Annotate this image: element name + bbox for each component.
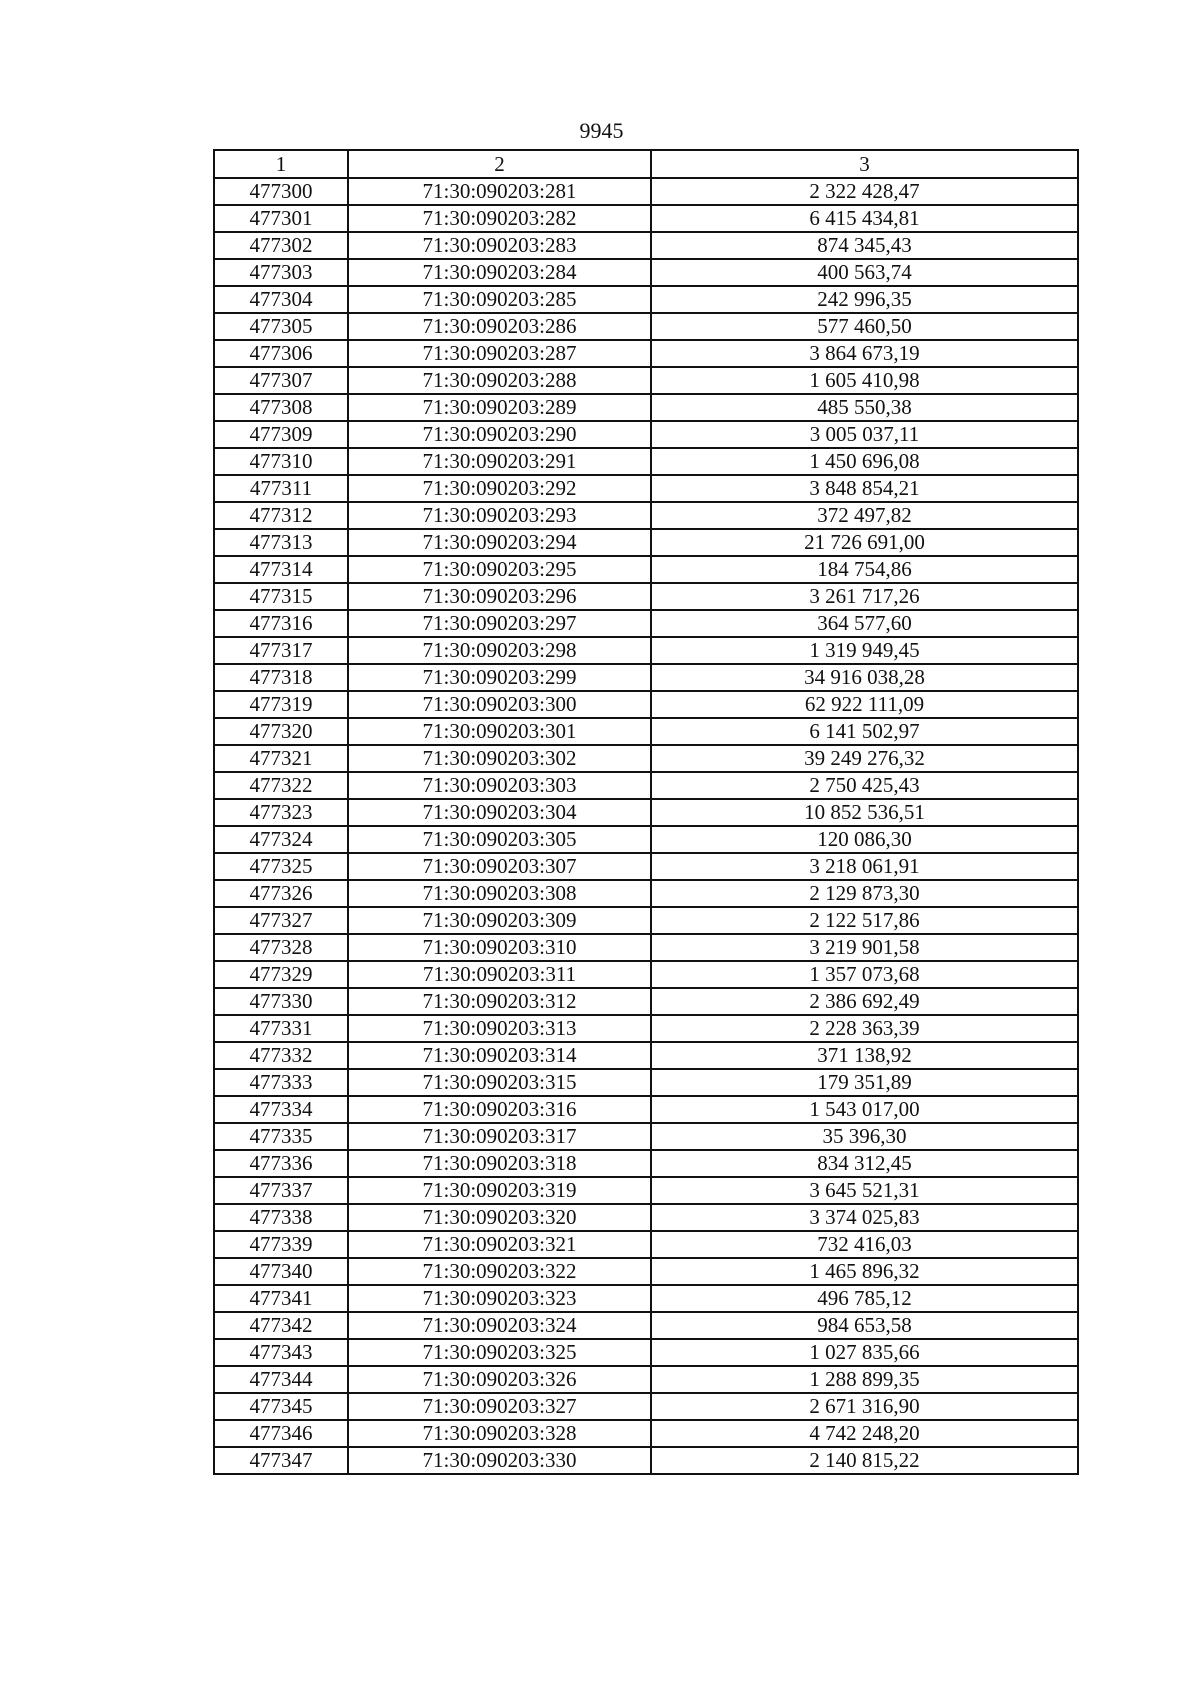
cadastral-number-cell: 71:30:090203:301 [348, 718, 651, 745]
page-number: 9945 [579, 118, 624, 143]
cadastral-value-cell: 1 027 835,66 [651, 1339, 1078, 1366]
cadastral-value-cell: 1 465 896,32 [651, 1258, 1078, 1285]
cadastral-value-cell: 371 138,92 [651, 1042, 1078, 1069]
cadastral-number-cell: 71:30:090203:284 [348, 259, 651, 286]
row-number-cell: 477309 [214, 421, 348, 448]
row-number-cell: 477339 [214, 1231, 348, 1258]
row-number-cell: 477312 [214, 502, 348, 529]
cadastral-number-cell: 71:30:090203:312 [348, 988, 651, 1015]
cadastral-number-cell: 71:30:090203:319 [348, 1177, 651, 1204]
cadastral-value-cell: 242 996,35 [651, 286, 1078, 313]
row-number-cell: 477318 [214, 664, 348, 691]
cadastral-value-cell: 3 219 901,58 [651, 934, 1078, 961]
cadastral-value-cell: 2 671 316,90 [651, 1393, 1078, 1420]
row-number-cell: 477347 [214, 1447, 348, 1474]
cadastral-number-cell: 71:30:090203:303 [348, 772, 651, 799]
table-row [214, 988, 1078, 1015]
cadastral-number-cell: 71:30:090203:314 [348, 1042, 651, 1069]
cadastral-value-cell: 3 645 521,31 [651, 1177, 1078, 1204]
cadastral-number-cell: 71:30:090203:305 [348, 826, 651, 853]
row-number-cell: 477344 [214, 1366, 348, 1393]
table-row [214, 1150, 1078, 1177]
cadastral-value-cell: 62 922 111,09 [651, 691, 1078, 718]
table-row [214, 421, 1078, 448]
table-header-row [214, 150, 1078, 178]
row-number-cell: 477328 [214, 934, 348, 961]
row-number-cell: 477329 [214, 961, 348, 988]
row-number-cell: 477321 [214, 745, 348, 772]
row-number-cell: 477335 [214, 1123, 348, 1150]
table-row [214, 475, 1078, 502]
cadastral-value-cell: 3 374 025,83 [651, 1204, 1078, 1231]
cadastral-number-cell: 71:30:090203:324 [348, 1312, 651, 1339]
cadastral-number-cell: 71:30:090203:294 [348, 529, 651, 556]
row-number-cell: 477337 [214, 1177, 348, 1204]
table-row [214, 583, 1078, 610]
cadastral-number-cell: 71:30:090203:286 [348, 313, 651, 340]
table-row [214, 205, 1078, 232]
table-row [214, 799, 1078, 826]
cadastral-value-cell: 2 750 425,43 [651, 772, 1078, 799]
cadastral-number-cell: 71:30:090203:317 [348, 1123, 651, 1150]
table-body [214, 150, 1078, 1474]
cadastral-value-cell: 874 345,43 [651, 232, 1078, 259]
table-row [214, 691, 1078, 718]
cadastral-value-cell: 39 249 276,32 [651, 745, 1078, 772]
row-number-cell: 477331 [214, 1015, 348, 1042]
table-row [214, 880, 1078, 907]
cadastral-number-cell: 71:30:090203:310 [348, 934, 651, 961]
cadastral-number-cell: 71:30:090203:299 [348, 664, 651, 691]
cadastral-number-cell: 71:30:090203:298 [348, 637, 651, 664]
row-number-cell: 477322 [214, 772, 348, 799]
cadastral-number-cell: 71:30:090203:328 [348, 1420, 651, 1447]
cadastral-number-cell: 71:30:090203:322 [348, 1258, 651, 1285]
row-number-cell: 477323 [214, 799, 348, 826]
row-number-cell: 477343 [214, 1339, 348, 1366]
cadastral-number-cell: 71:30:090203:290 [348, 421, 651, 448]
cadastral-value-cell: 3 218 061,91 [651, 853, 1078, 880]
table-row [214, 1339, 1078, 1366]
cadastral-number-cell: 71:30:090203:320 [348, 1204, 651, 1231]
row-number-cell: 477333 [214, 1069, 348, 1096]
table-row [214, 1177, 1078, 1204]
cadastral-number-cell: 71:30:090203:285 [348, 286, 651, 313]
cadastral-number-cell: 71:30:090203:297 [348, 610, 651, 637]
row-number-cell: 477346 [214, 1420, 348, 1447]
cadastral-value-cell: 2 322 428,47 [651, 178, 1078, 205]
table-row [214, 853, 1078, 880]
table-row [214, 1096, 1078, 1123]
cadastral-value-cell: 834 312,45 [651, 1150, 1078, 1177]
cadastral-value-cell: 2 140 815,22 [651, 1447, 1078, 1474]
table-row [214, 1420, 1078, 1447]
table-row [214, 664, 1078, 691]
cadastral-number-cell: 71:30:090203:287 [348, 340, 651, 367]
table-row [214, 286, 1078, 313]
cadastral-value-cell: 3 261 717,26 [651, 583, 1078, 610]
table-row [214, 610, 1078, 637]
table-row [214, 502, 1078, 529]
cadastral-value-cell: 577 460,50 [651, 313, 1078, 340]
cadastral-value-cell: 2 129 873,30 [651, 880, 1078, 907]
cadastral-value-cell: 485 550,38 [651, 394, 1078, 421]
row-number-cell: 477334 [214, 1096, 348, 1123]
cadastral-number-cell: 71:30:090203:282 [348, 205, 651, 232]
table-row [214, 934, 1078, 961]
row-number-cell: 477304 [214, 286, 348, 313]
cadastral-value-cell: 10 852 536,51 [651, 799, 1078, 826]
cadastral-number-cell: 71:30:090203:300 [348, 691, 651, 718]
table-row [214, 637, 1078, 664]
cadastral-value-cell: 1 319 949,45 [651, 637, 1078, 664]
cadastral-value-cell: 1 288 899,35 [651, 1366, 1078, 1393]
cadastral-number-cell: 71:30:090203:289 [348, 394, 651, 421]
cadastral-number-cell: 71:30:090203:313 [348, 1015, 651, 1042]
cadastral-number-cell: 71:30:090203:281 [348, 178, 651, 205]
cadastral-value-cell: 6 415 434,81 [651, 205, 1078, 232]
cadastral-value-cell: 496 785,12 [651, 1285, 1078, 1312]
cadastral-number-cell: 71:30:090203:293 [348, 502, 651, 529]
row-number-cell: 477336 [214, 1150, 348, 1177]
cadastral-number-cell: 71:30:090203:326 [348, 1366, 651, 1393]
table-row [214, 1312, 1078, 1339]
cadastral-number-cell: 71:30:090203:291 [348, 448, 651, 475]
row-number-cell: 477316 [214, 610, 348, 637]
cadastral-value-cell: 732 416,03 [651, 1231, 1078, 1258]
row-number-cell: 477324 [214, 826, 348, 853]
cadastral-value-cell: 3 005 037,11 [651, 421, 1078, 448]
column-header-1: 1 [214, 150, 348, 178]
cadastral-number-cell: 71:30:090203:307 [348, 853, 651, 880]
row-number-cell: 477332 [214, 1042, 348, 1069]
row-number-cell: 477345 [214, 1393, 348, 1420]
cadastral-value-cell: 34 916 038,28 [651, 664, 1078, 691]
table-row [214, 232, 1078, 259]
table-row [214, 529, 1078, 556]
table-row [214, 1069, 1078, 1096]
row-number-cell: 477305 [214, 313, 348, 340]
table-row [214, 1447, 1078, 1474]
cadastral-number-cell: 71:30:090203:292 [348, 475, 651, 502]
table-row [214, 313, 1078, 340]
cadastral-number-cell: 71:30:090203:323 [348, 1285, 651, 1312]
cadastral-number-cell: 71:30:090203:311 [348, 961, 651, 988]
cadastral-number-cell: 71:30:090203:316 [348, 1096, 651, 1123]
table-row [214, 1285, 1078, 1312]
row-number-cell: 477338 [214, 1204, 348, 1231]
cadastral-number-cell: 71:30:090203:296 [348, 583, 651, 610]
cadastral-value-cell: 400 563,74 [651, 259, 1078, 286]
row-number-cell: 477313 [214, 529, 348, 556]
table-row [214, 826, 1078, 853]
column-header-3: 3 [651, 150, 1078, 178]
cadastral-value-cell: 3 848 854,21 [651, 475, 1078, 502]
cadastral-value-cell: 2 386 692,49 [651, 988, 1078, 1015]
row-number-cell: 477317 [214, 637, 348, 664]
cadastral-number-cell: 71:30:090203:309 [348, 907, 651, 934]
cadastral-value-cell: 372 497,82 [651, 502, 1078, 529]
cadastral-value-cell: 184 754,86 [651, 556, 1078, 583]
table-row [214, 340, 1078, 367]
cadastral-number-cell: 71:30:090203:288 [348, 367, 651, 394]
cadastral-number-cell: 71:30:090203:304 [348, 799, 651, 826]
cadastral-number-cell: 71:30:090203:295 [348, 556, 651, 583]
row-number-cell: 477325 [214, 853, 348, 880]
cadastral-value-cell: 1 357 073,68 [651, 961, 1078, 988]
cadastral-value-cell: 364 577,60 [651, 610, 1078, 637]
table-row [214, 1231, 1078, 1258]
table-row [214, 1204, 1078, 1231]
table-row [214, 178, 1078, 205]
cadastral-value-cell: 1 605 410,98 [651, 367, 1078, 394]
cadastral-number-cell: 71:30:090203:283 [348, 232, 651, 259]
row-number-cell: 477301 [214, 205, 348, 232]
row-number-cell: 477326 [214, 880, 348, 907]
table-row [214, 259, 1078, 286]
cadastral-value-table [213, 149, 1079, 1475]
cadastral-value-cell: 2 228 363,39 [651, 1015, 1078, 1042]
row-number-cell: 477342 [214, 1312, 348, 1339]
table-row [214, 556, 1078, 583]
table-row [214, 367, 1078, 394]
column-header-2: 2 [348, 150, 651, 178]
cadastral-value-cell: 179 351,89 [651, 1069, 1078, 1096]
table-row [214, 718, 1078, 745]
row-number-cell: 477303 [214, 259, 348, 286]
table-row [214, 907, 1078, 934]
row-number-cell: 477340 [214, 1258, 348, 1285]
cadastral-number-cell: 71:30:090203:302 [348, 745, 651, 772]
cadastral-number-cell: 71:30:090203:315 [348, 1069, 651, 1096]
row-number-cell: 477314 [214, 556, 348, 583]
table-row [214, 1258, 1078, 1285]
row-number-cell: 477327 [214, 907, 348, 934]
row-number-cell: 477315 [214, 583, 348, 610]
row-number-cell: 477307 [214, 367, 348, 394]
cadastral-value-cell: 35 396,30 [651, 1123, 1078, 1150]
table-row [214, 1123, 1078, 1150]
cadastral-value-cell: 984 653,58 [651, 1312, 1078, 1339]
cadastral-value-cell: 3 864 673,19 [651, 340, 1078, 367]
table-row [214, 772, 1078, 799]
row-number-cell: 477341 [214, 1285, 348, 1312]
table-row [214, 394, 1078, 421]
row-number-cell: 477300 [214, 178, 348, 205]
row-number-cell: 477330 [214, 988, 348, 1015]
table-row [214, 745, 1078, 772]
row-number-cell: 477302 [214, 232, 348, 259]
cadastral-number-cell: 71:30:090203:330 [348, 1447, 651, 1474]
cadastral-number-cell: 71:30:090203:327 [348, 1393, 651, 1420]
cadastral-number-cell: 71:30:090203:318 [348, 1150, 651, 1177]
table-row [214, 1366, 1078, 1393]
cadastral-value-cell: 2 122 517,86 [651, 907, 1078, 934]
table-row [214, 448, 1078, 475]
cadastral-number-cell: 71:30:090203:325 [348, 1339, 651, 1366]
row-number-cell: 477308 [214, 394, 348, 421]
row-number-cell: 477311 [214, 475, 348, 502]
row-number-cell: 477310 [214, 448, 348, 475]
cadastral-value-cell: 21 726 691,00 [651, 529, 1078, 556]
table-row [214, 1015, 1078, 1042]
cadastral-value-cell: 1 543 017,00 [651, 1096, 1078, 1123]
table-row [214, 1393, 1078, 1420]
row-number-cell: 477320 [214, 718, 348, 745]
cadastral-value-cell: 4 742 248,20 [651, 1420, 1078, 1447]
cadastral-value-cell: 120 086,30 [651, 826, 1078, 853]
cadastral-number-cell: 71:30:090203:321 [348, 1231, 651, 1258]
table-row [214, 1042, 1078, 1069]
cadastral-value-cell: 1 450 696,08 [651, 448, 1078, 475]
row-number-cell: 477319 [214, 691, 348, 718]
cadastral-value-cell: 6 141 502,97 [651, 718, 1078, 745]
cadastral-number-cell: 71:30:090203:308 [348, 880, 651, 907]
table-row [214, 961, 1078, 988]
row-number-cell: 477306 [214, 340, 348, 367]
